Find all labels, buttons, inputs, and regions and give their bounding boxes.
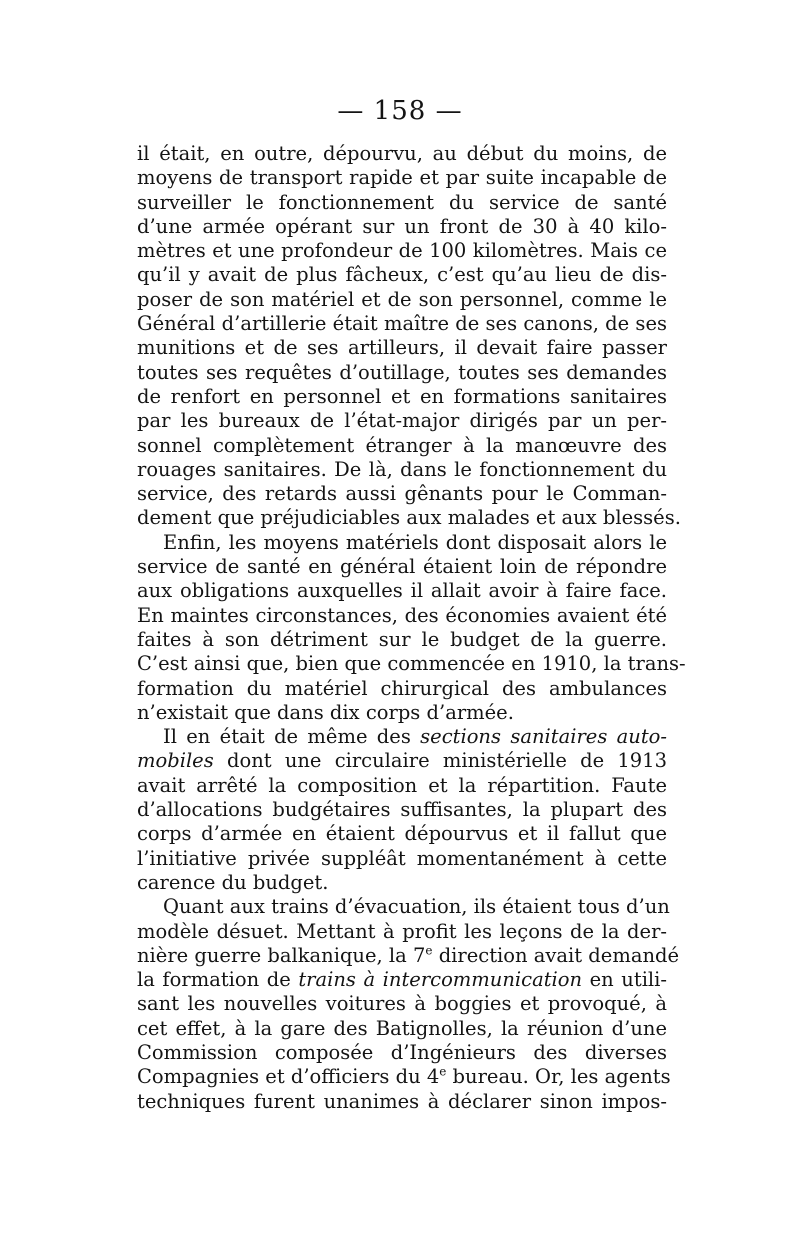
body-text bbox=[137, 142, 686, 1114]
text-segment: Quant aux trains d’évacuation, ils étaient tous d’un bbox=[163, 895, 670, 919]
text-segment: mètres et une profondeur de 100 kilomètres. Mais ce bbox=[137, 239, 667, 263]
text-line bbox=[137, 1017, 667, 1041]
text-line bbox=[137, 239, 667, 263]
text-line bbox=[137, 531, 667, 555]
text-segment: aux obligations auxquelles il allait avoir à faire face. bbox=[137, 579, 667, 603]
text-segment: moyens de transport rapide et par suite incapable de bbox=[137, 166, 667, 190]
text-line bbox=[137, 749, 667, 773]
text-line bbox=[137, 191, 667, 215]
text-line bbox=[137, 992, 667, 1016]
text-line bbox=[137, 677, 667, 701]
text-segment: carence du budget. bbox=[137, 870, 329, 894]
text-segment: la formation de bbox=[137, 968, 299, 992]
text-line bbox=[137, 943, 680, 968]
text-line bbox=[137, 798, 667, 822]
text-segment: service de santé en général étaient loin de répondre bbox=[137, 555, 667, 579]
text-segment: dement que préjudiciables aux malades et aux blessés. bbox=[137, 506, 681, 530]
text-segment: qu’il y avait de plus fâcheux, c’est qu’au lieu de dis- bbox=[137, 263, 667, 287]
text-line bbox=[137, 968, 667, 992]
text-line bbox=[137, 482, 667, 506]
text-line bbox=[137, 847, 667, 871]
text-segment: il était, en outre, dépourvu, au début du moins, de bbox=[137, 142, 667, 165]
text-segment: bureau. Or, les agents bbox=[446, 1065, 671, 1089]
text-segment: en utili- bbox=[582, 968, 667, 992]
text-segment: toutes ses requêtes d’outillage, toutes ses demandes bbox=[137, 360, 667, 384]
text-segment: En maintes circonstances, des économies avaient été bbox=[137, 603, 667, 627]
text-line bbox=[137, 312, 667, 336]
text-segment: sonnel complètement étranger à la manœuvre des bbox=[137, 433, 667, 457]
text-segment: nière guerre balkanique, la 7 bbox=[137, 943, 426, 967]
text-segment: sant les nouvelles voitures à boggies et provoqué, à bbox=[137, 992, 667, 1016]
text-line bbox=[137, 434, 667, 458]
text-line bbox=[137, 1090, 667, 1114]
text-line bbox=[137, 215, 667, 239]
text-segment: Enfin, les moyens matériels dont disposait alors le bbox=[163, 530, 667, 554]
text-segment: poser de son matériel et de son personnel, comme le bbox=[137, 287, 667, 311]
text-segment: munitions et de ses artilleurs, il devait faire passer bbox=[137, 336, 667, 360]
text-segment: avait arrêté la composition et la répartition. Faute bbox=[137, 773, 667, 797]
text-segment: l’initiative privée suppléât momentanément à cette bbox=[137, 846, 667, 870]
text-line bbox=[137, 871, 667, 895]
text-segment: surveiller le fonctionnement du service de santé bbox=[137, 190, 667, 214]
text-line bbox=[137, 1041, 667, 1065]
text-segment: Général d’artillerie était maître de ses canons, de ses bbox=[137, 312, 667, 336]
superscript: e bbox=[439, 1064, 447, 1079]
text-segment: modèle désuet. Mettant à profit les leçons de la der- bbox=[137, 919, 667, 943]
text-line bbox=[137, 701, 667, 725]
text-segment: Il en était de même des bbox=[163, 725, 421, 749]
text-segment: techniques furent unanimes à déclarer sinon impos- bbox=[137, 1089, 667, 1113]
text-segment: de renfort en personnel et en formations sanitaires bbox=[137, 384, 667, 408]
text-segment: cet effet, à la gare des Batignolles, la réunion d’une bbox=[137, 1016, 667, 1040]
text-line bbox=[137, 385, 667, 409]
text-line bbox=[137, 895, 670, 919]
text-line bbox=[137, 458, 667, 482]
text-segment: d’une armée opérant sur un front de 30 à 40 kilo- bbox=[137, 214, 667, 238]
text-segment: formation du matériel chirurgical des ambulances bbox=[137, 676, 667, 700]
text-segment: direction avait demandé bbox=[432, 943, 680, 967]
text-segment: C’est ainsi que, bien que commencée en 1910, la trans- bbox=[137, 652, 686, 676]
text-line bbox=[137, 652, 686, 676]
text-line bbox=[137, 1064, 671, 1089]
text-segment: rouages sanitaires. De là, dans le fonctionnement du bbox=[137, 457, 667, 481]
text-segment: d’allocations budgétaires suffisantes, la plupart des bbox=[137, 798, 667, 822]
text-line bbox=[137, 604, 667, 628]
text-line bbox=[137, 579, 667, 603]
text-line bbox=[137, 555, 667, 579]
text-line bbox=[137, 142, 667, 166]
text-line bbox=[137, 409, 667, 433]
italic-text: sections sanitaires auto- bbox=[420, 725, 667, 749]
italic-text: mobiles bbox=[137, 749, 214, 773]
text-segment: Compagnies et d’officiers du 4 bbox=[137, 1065, 440, 1089]
text-line bbox=[137, 822, 667, 846]
text-line bbox=[137, 166, 667, 190]
text-line bbox=[137, 336, 667, 360]
page-number: — 158 — bbox=[337, 96, 463, 126]
text-segment: faites à son détriment sur le budget de la guerre. bbox=[137, 627, 667, 651]
text-segment: dont une circulaire ministérielle de 1913 bbox=[213, 749, 667, 773]
text-line bbox=[137, 361, 667, 385]
text-line bbox=[137, 920, 667, 944]
text-segment: par les bureaux de l’état-major dirigés par un per- bbox=[137, 409, 667, 433]
text-line bbox=[137, 774, 667, 798]
text-line bbox=[137, 288, 667, 312]
text-segment: Commission composée d’Ingénieurs des diverses bbox=[137, 1040, 667, 1064]
text-segment: service, des retards aussi gênants pour le Comman- bbox=[137, 482, 667, 506]
superscript: e bbox=[425, 943, 433, 958]
text-segment: n’existait que dans dix corps d’armée. bbox=[137, 700, 514, 724]
text-line bbox=[137, 725, 667, 749]
text-line bbox=[137, 628, 667, 652]
text-segment: corps d’armée en étaient dépourvus et il fallut que bbox=[137, 822, 667, 846]
text-line bbox=[137, 263, 667, 287]
text-line bbox=[137, 506, 681, 530]
italic-text: trains à intercommunication bbox=[298, 968, 583, 992]
